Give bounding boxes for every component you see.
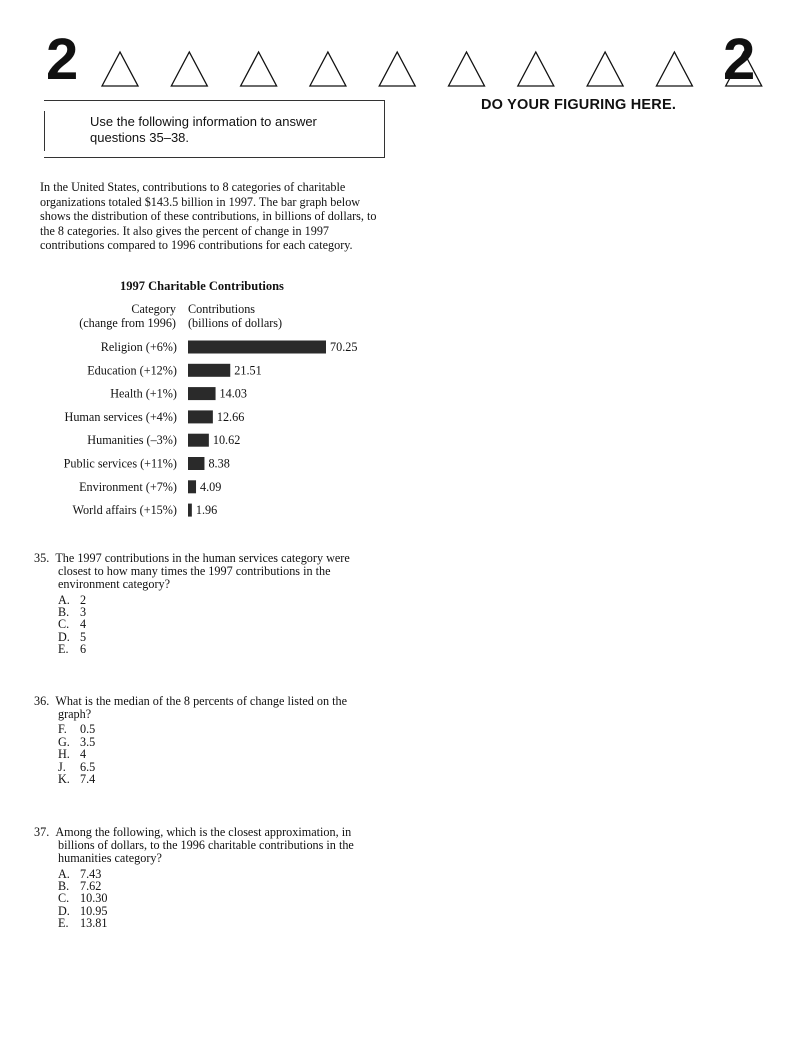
intro-paragraph: In the United States, contributions to 8 categories of charitable organizations totaled $143.5 billion in 1997. The bar graph below shows the distribution of these contributions, in billions of dollars, to the 8 categories. It also gives the percent of change in 1997 contributions compared to 1996 contributions for each category. xyxy=(40,180,377,253)
choice-text: 4 xyxy=(80,617,87,632)
triangle-icon xyxy=(310,52,346,86)
question-text: What is the median of the 8 percents of change listed on the graph? xyxy=(55,694,348,722)
answer-choice[interactable] xyxy=(58,736,379,748)
answer-choice[interactable] xyxy=(58,761,379,773)
choice-text: 10.95 xyxy=(80,903,108,918)
choice-letter: A. xyxy=(58,592,70,607)
choice-letter: H. xyxy=(58,747,70,762)
question-number: 35. xyxy=(34,551,50,565)
value-label: 1.96 xyxy=(195,503,218,518)
answer-choice[interactable] xyxy=(58,606,379,618)
choice-text: 0.5 xyxy=(80,722,96,737)
question-number: 36. xyxy=(34,694,50,708)
triangle-icon xyxy=(241,52,277,86)
chart-title: 1997 Charitable Contributions xyxy=(120,279,284,293)
choice-letter: D. xyxy=(58,903,70,918)
answer-choice[interactable] xyxy=(58,773,379,785)
answer-choices xyxy=(58,723,379,785)
answer-choice[interactable] xyxy=(58,868,379,880)
category-label: Human services (+4%) xyxy=(64,409,177,424)
choice-text: 3.5 xyxy=(80,734,96,749)
choice-letter: E. xyxy=(58,916,69,931)
choice-letter: E. xyxy=(58,642,69,657)
answer-choices xyxy=(58,868,379,930)
category-label: Public services (+11%) xyxy=(63,456,177,471)
answer-choice[interactable] xyxy=(58,748,379,760)
choice-letter: C. xyxy=(58,617,70,632)
value-header-line-2: (billions of dollars) xyxy=(188,315,283,330)
answer-choice[interactable] xyxy=(58,643,379,655)
value-label: 12.66 xyxy=(216,409,245,424)
choice-text: 13.81 xyxy=(80,916,108,931)
info-box-line-1: Use the following information to answer xyxy=(90,114,317,129)
choice-letter: A. xyxy=(58,866,70,881)
header-triangles xyxy=(0,0,801,100)
category-label: Humanities (–3%) xyxy=(87,433,177,448)
triangle-icon xyxy=(379,52,415,86)
category-label: Environment (+7%) xyxy=(79,479,177,494)
choice-text: 3 xyxy=(80,605,87,620)
value-label: 8.38 xyxy=(208,456,230,471)
choice-text: 7.4 xyxy=(80,772,96,787)
choice-letter: J. xyxy=(58,759,66,774)
page-number-right: 2 xyxy=(723,27,756,92)
question-stem xyxy=(34,826,379,866)
choice-text: 6.5 xyxy=(80,759,96,774)
choice-text: 6 xyxy=(80,642,87,657)
page-number-left: 2 xyxy=(46,27,79,92)
triangle-icon xyxy=(587,52,623,86)
choice-letter: K. xyxy=(58,772,70,787)
choice-letter: D. xyxy=(58,629,70,644)
value-label: 70.25 xyxy=(330,340,358,354)
question-36 xyxy=(34,695,379,785)
category-label: Health (+1%) xyxy=(110,386,177,401)
value-label: 10.62 xyxy=(212,433,241,448)
choice-text: 7.62 xyxy=(80,879,102,894)
triangle-icon xyxy=(656,52,692,86)
answer-choices xyxy=(58,594,379,656)
info-box-left-rule xyxy=(44,111,45,151)
bar xyxy=(188,387,216,400)
triangle-icon xyxy=(449,52,485,86)
answer-choice[interactable] xyxy=(58,917,379,929)
value-column-header xyxy=(188,303,282,330)
info-box-text xyxy=(90,114,370,146)
choice-letter: C. xyxy=(58,891,70,906)
bar xyxy=(188,504,192,517)
info-box xyxy=(44,100,385,158)
choice-text: 7.43 xyxy=(80,866,102,881)
bar xyxy=(188,434,209,447)
choice-text: 5 xyxy=(80,629,87,644)
question-stem xyxy=(34,552,379,592)
triangle-icon xyxy=(518,52,554,86)
value-header-line-1: Contributions xyxy=(188,302,256,316)
category-header-line-1: Category xyxy=(131,302,176,316)
triangle-icon xyxy=(171,52,207,86)
answer-choice[interactable] xyxy=(58,723,379,735)
choice-text: 4 xyxy=(80,747,87,762)
question-text: Among the following, which is the closest approximation, in billions of dollars, to the 1996 charitable contributions in the humanities category? xyxy=(55,825,354,866)
figuring-label: DO YOUR FIGURING HERE. xyxy=(481,97,677,113)
value-label: 21.51 xyxy=(234,363,262,378)
bar xyxy=(188,480,196,493)
category-label: Education (+12%) xyxy=(87,363,177,378)
question-text: The 1997 contributions in the human services category were closest to how many times the 1997 contributions in the environment category? xyxy=(55,551,350,592)
choice-letter: G. xyxy=(58,734,70,749)
bar-chart xyxy=(0,330,400,530)
choice-letter: F. xyxy=(58,722,67,737)
answer-choice[interactable] xyxy=(58,618,379,630)
choice-letter: B. xyxy=(58,605,70,620)
category-column-header xyxy=(70,303,176,330)
answer-choice[interactable] xyxy=(58,594,379,606)
answer-choice[interactable] xyxy=(58,631,379,643)
choice-text: 10.30 xyxy=(80,891,108,906)
category-header-line-2: (change from 1996) xyxy=(79,315,176,330)
question-37 xyxy=(34,826,379,930)
bar xyxy=(188,457,204,470)
answer-choice[interactable] xyxy=(58,892,379,904)
choice-text: 2 xyxy=(80,592,87,607)
category-label: Religion (+6%) xyxy=(100,340,177,354)
value-label: 4.09 xyxy=(200,479,222,494)
question-35 xyxy=(34,552,379,656)
bar xyxy=(188,410,213,423)
question-stem xyxy=(34,695,379,721)
question-number: 37. xyxy=(34,825,50,839)
bar xyxy=(188,341,326,354)
triangle-icon xyxy=(102,52,138,86)
choice-letter: B. xyxy=(58,879,70,894)
category-label: World affairs (+15%) xyxy=(72,503,177,518)
value-label: 14.03 xyxy=(219,386,247,401)
bar xyxy=(188,364,230,377)
info-box-line-2: questions 35–38. xyxy=(90,130,190,145)
